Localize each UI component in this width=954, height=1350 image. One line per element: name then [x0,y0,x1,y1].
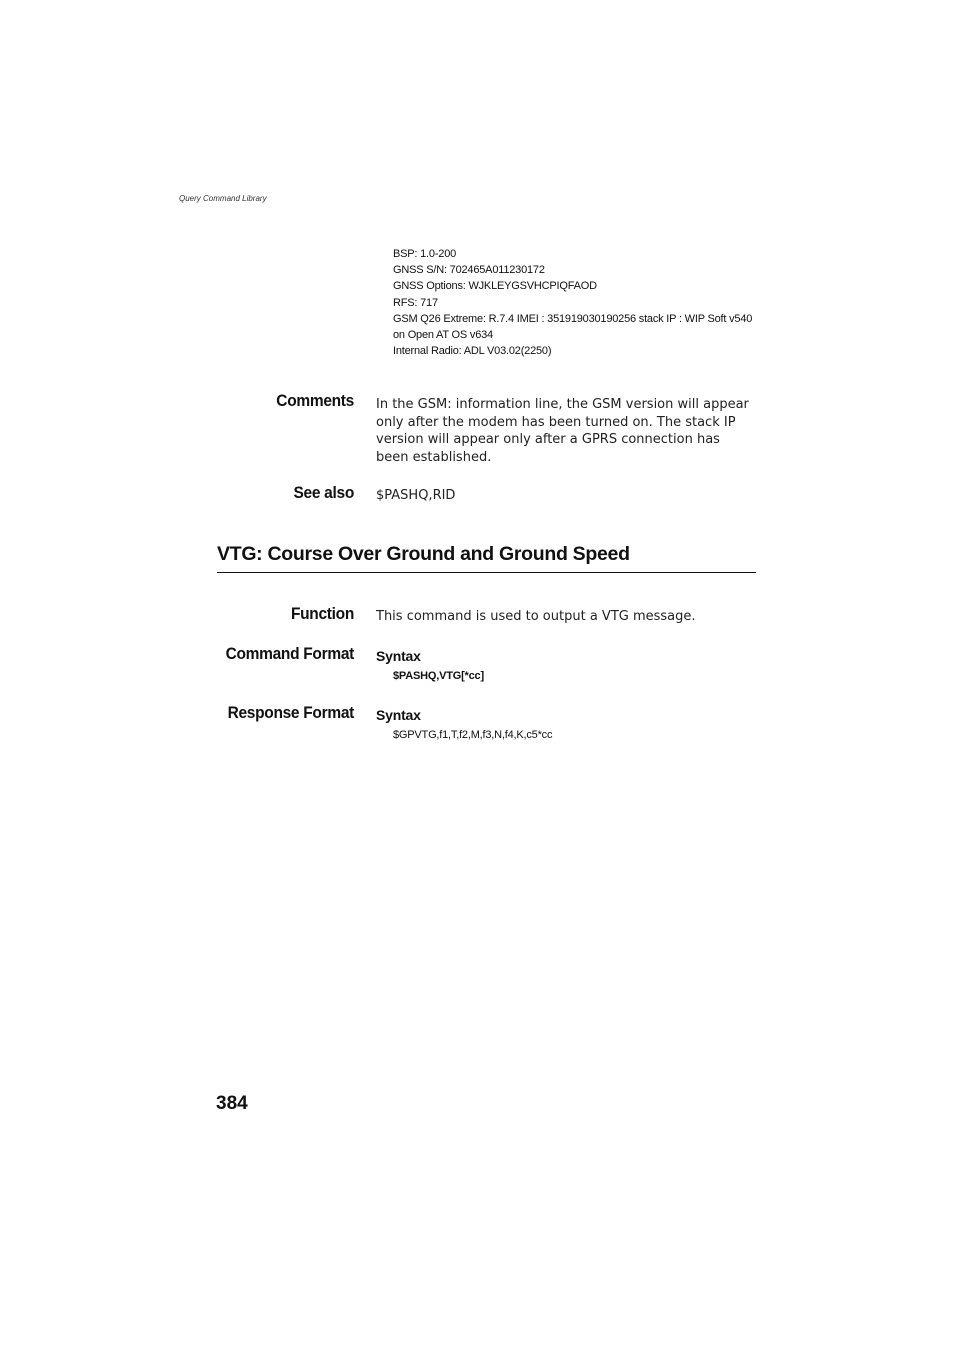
page-number: 384 [216,1093,248,1114]
output-line: GSM Q26 Extreme: R.7.4 IMEI : 351919030190256 stack IP : WIP Soft v540 [393,312,753,325]
response-format-label: Response Format [227,704,354,723]
response-syntax: $GPVTG,f1,T,f2,M,f3,N,f4,K,c5*cc [393,729,553,741]
see-also-label: See also [293,484,354,503]
command-syntax-heading: Syntax [376,648,421,664]
function-text: This command is used to output a VTG message. [376,609,696,624]
command-syntax: $PASHQ,VTG[*cc] [393,670,484,682]
comments-text: In the GSM: information line, the GSM version will appear only after the modem has been turned on. The stack IP version will appear only after a GPRS connection has been established. [376,397,749,465]
section-title: VTG: Course Over Ground and Ground Speed [217,543,630,565]
output-line: BSP: 1.0-200 [393,248,457,260]
output-line: GNSS S/N: 702465A011230172 [393,264,545,277]
output-line: RFS: 717 [393,296,438,309]
section-divider [217,572,756,573]
running-header: Query Command Library [179,194,267,203]
receiver-output-block [393,246,763,359]
function-label: Function [290,605,354,624]
comments-label: Comments [276,392,354,411]
see-also-link[interactable]: $PASHQ,RID [376,488,456,503]
output-line: GNSS Options: WJKLEYGSVHCPIQFAOD [393,280,597,293]
output-line: Internal Radio: ADL V03.02(2250) [393,345,552,358]
command-format-label: Command Format [225,645,354,664]
output-line: on Open AT OS v634 [393,329,493,342]
response-syntax-heading: Syntax [376,707,421,723]
